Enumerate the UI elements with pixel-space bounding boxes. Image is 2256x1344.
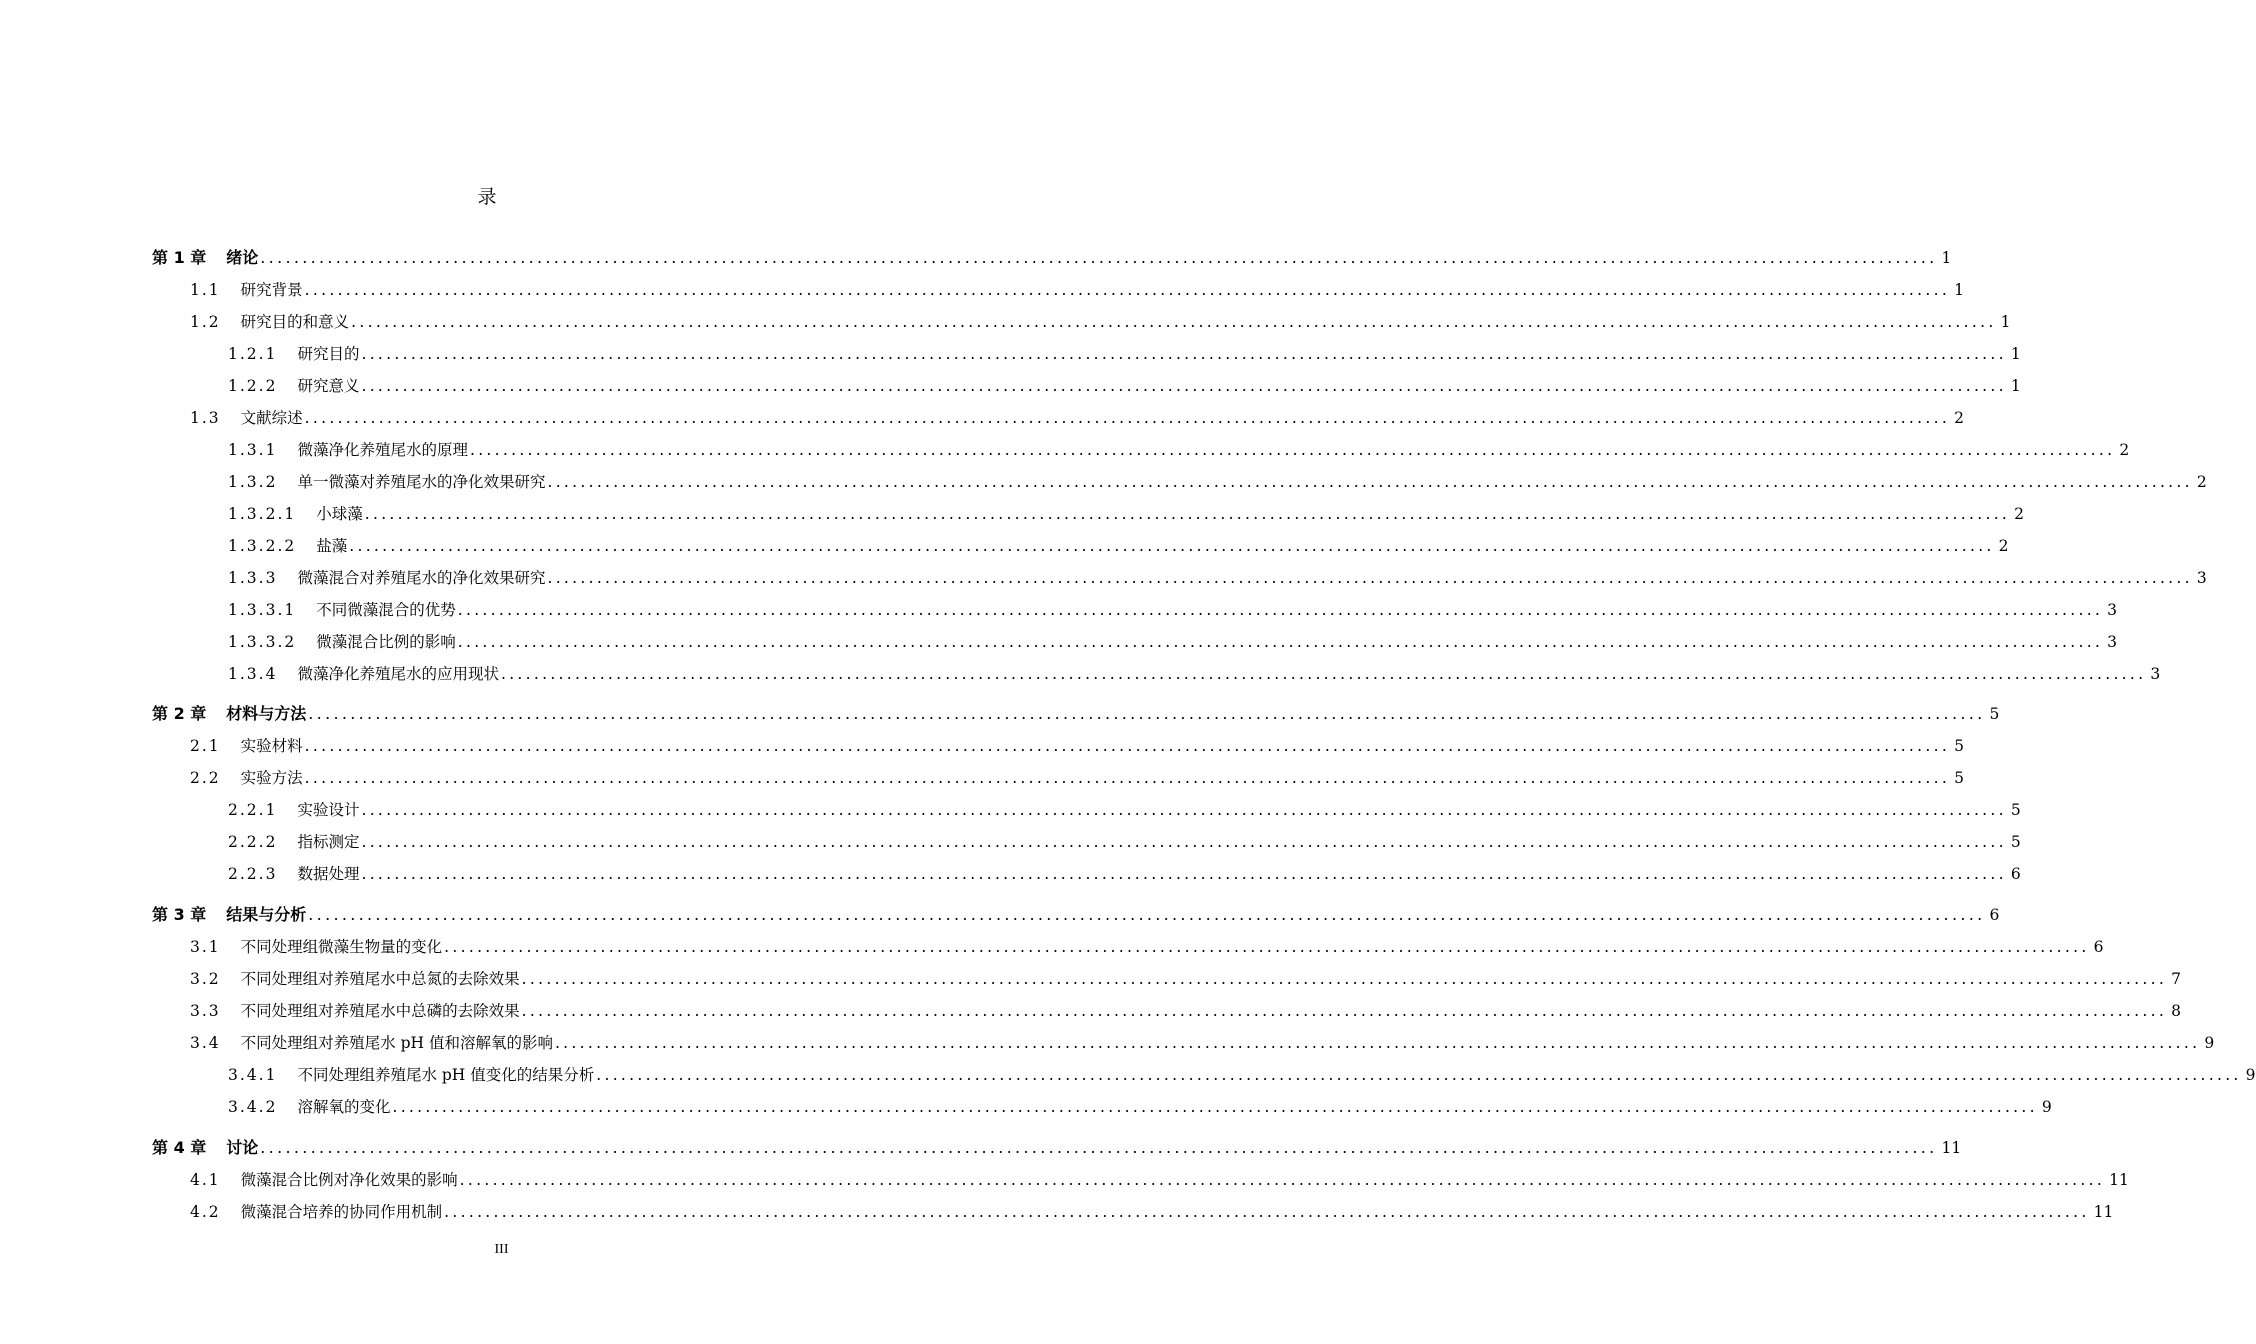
toc-entry[interactable] bbox=[190, 1164, 2129, 1196]
toc-entry-label: 单一微藻对养殖尾水的净化效果研究 bbox=[297, 473, 546, 491]
toc-entry-label: 绪论 bbox=[226, 248, 259, 267]
toc-entry-label: 讨论 bbox=[226, 1138, 259, 1157]
toc-entry-number: 2.1 bbox=[190, 737, 221, 755]
toc-entry-number: 3.4.2 bbox=[228, 1098, 278, 1116]
toc-dot-leader: ........................................................................................................................................................................................................ bbox=[304, 737, 1951, 755]
toc-entry-number: 3.4 bbox=[190, 1034, 221, 1052]
toc-chapter-entry[interactable] bbox=[152, 242, 1952, 274]
toc-entry-page: 5 bbox=[2010, 833, 2021, 851]
toc-dot-leader: ........................................................................................................................................................................................................ bbox=[361, 801, 2007, 819]
toc-entry-label: 数据处理 bbox=[297, 865, 360, 883]
toc-chapter-entry[interactable] bbox=[152, 1132, 1962, 1164]
toc-entry-number: 2.2.3 bbox=[228, 865, 278, 883]
toc-entry-page: 9 bbox=[2245, 1066, 2256, 1084]
toc-entry-page: 11 bbox=[1941, 1139, 1962, 1157]
toc-entry-number: 4.1 bbox=[190, 1171, 221, 1189]
toc-entry-label: 材料与方法 bbox=[226, 704, 307, 723]
toc-entry-page: 7 bbox=[2171, 970, 2181, 988]
toc-entry-number: 1.3.3.2 bbox=[228, 633, 297, 651]
toc-entry[interactable] bbox=[190, 306, 2011, 338]
toc-entry-label: 盐藻 bbox=[316, 537, 348, 555]
toc-entry-label: 小球藻 bbox=[316, 505, 363, 523]
toc-dot-leader: ........................................................................................................................................................................................................ bbox=[444, 1203, 2090, 1221]
toc-entry-page: 2 bbox=[2196, 473, 2207, 491]
toc-entry-page: 1 bbox=[1941, 249, 1952, 267]
toc-dot-leader: ........................................................................................................................................................................................................ bbox=[554, 1034, 2201, 1052]
toc-entry-number: 1.3.4 bbox=[228, 665, 278, 683]
page-title: 录 bbox=[477, 186, 498, 208]
toc-entry-label: 指标测定 bbox=[297, 833, 360, 851]
toc-entry[interactable] bbox=[190, 931, 2104, 963]
toc-entry-number: 1.3.3.1 bbox=[228, 601, 297, 619]
toc-entry-page: 9 bbox=[2204, 1034, 2215, 1052]
toc-entry-number: 3.3 bbox=[190, 1002, 221, 1020]
toc-entry-page: 3 bbox=[2196, 569, 2207, 587]
toc-entry-page: 8 bbox=[2171, 1002, 2181, 1020]
toc-entry-label: 不同处理组养殖尾水 pH 值变化的结果分析 bbox=[297, 1066, 595, 1084]
toc-entry-page: 1 bbox=[1954, 281, 1964, 299]
toc-dot-leader: ........................................................................................................................................................................................................ bbox=[444, 938, 2090, 956]
toc-entry[interactable] bbox=[228, 1059, 2256, 1091]
toc-chapter-entry[interactable] bbox=[152, 899, 2000, 931]
toc-entry-label: 微藻净化养殖尾水的应用现状 bbox=[297, 665, 499, 683]
toc-entry-number: 1.2.1 bbox=[228, 345, 278, 363]
toc-entry[interactable] bbox=[228, 858, 2021, 890]
toc-entry-number: 1.1 bbox=[190, 281, 221, 299]
toc-entry[interactable] bbox=[228, 498, 2025, 530]
toc-entry-page: 6 bbox=[2010, 865, 2021, 883]
toc-entry[interactable] bbox=[228, 658, 2161, 690]
toc-entry[interactable] bbox=[190, 995, 2181, 1027]
toc-entry-label: 微藻混合比例的影响 bbox=[316, 633, 456, 651]
toc-dot-leader: ........................................................................................................................................................................................................ bbox=[457, 633, 2104, 651]
toc-dot-leader: ........................................................................................................................................................................................................ bbox=[260, 1138, 1938, 1157]
toc-dot-leader: ........................................................................................................................................................................................................ bbox=[349, 537, 1995, 555]
toc-entry-page: 6 bbox=[1989, 906, 2000, 924]
toc-entry[interactable] bbox=[228, 826, 2021, 858]
toc-entry[interactable] bbox=[190, 402, 1964, 434]
toc-entry-number: 1.3 bbox=[190, 409, 221, 427]
toc-entry-label: 结果与分析 bbox=[226, 905, 307, 924]
toc-entry-number: 3.4.1 bbox=[228, 1066, 278, 1084]
toc-entry-page: 2 bbox=[1954, 409, 1964, 427]
toc-entry-label: 研究目的和意义 bbox=[240, 313, 350, 331]
toc-entry-label: 不同处理组对养殖尾水中总磷的去除效果 bbox=[240, 1002, 520, 1020]
toc-entry[interactable] bbox=[190, 762, 1964, 794]
toc-entry-page: 3 bbox=[2150, 665, 2161, 683]
toc-dot-leader: ........................................................................................................................................................................................................ bbox=[392, 1098, 2038, 1116]
toc-chapter-entry[interactable] bbox=[152, 698, 2000, 730]
toc-entry-page: 1 bbox=[2010, 345, 2021, 363]
toc-entry-number: 第 2 章 bbox=[152, 704, 207, 723]
toc-entry[interactable] bbox=[228, 434, 2130, 466]
toc-entry-page: 5 bbox=[2010, 801, 2021, 819]
toc-entry[interactable] bbox=[228, 370, 2021, 402]
toc-entry-label: 微藻混合对养殖尾水的净化效果研究 bbox=[297, 569, 546, 587]
toc-entry-number: 1.3.3 bbox=[228, 569, 278, 587]
toc-entry[interactable] bbox=[228, 594, 2118, 626]
toc-dot-leader: ........................................................................................................................................................................................................ bbox=[547, 473, 2193, 491]
toc-entry-label: 溶解氧的变化 bbox=[297, 1098, 391, 1116]
toc-entry-page: 6 bbox=[2093, 938, 2104, 956]
toc-dot-leader: ........................................................................................................................................................................................................ bbox=[304, 409, 1951, 427]
toc-dot-leader: ........................................................................................................................................................................................................ bbox=[457, 601, 2104, 619]
toc-entry-number: 2.2.1 bbox=[228, 801, 278, 819]
toc-entry[interactable] bbox=[190, 1027, 2215, 1059]
toc-entry-number: 1.3.2.1 bbox=[228, 505, 297, 523]
toc-entry-number: 1.2 bbox=[190, 313, 221, 331]
toc-dot-leader: ........................................................................................................................................................................................................ bbox=[361, 833, 2007, 851]
toc-entry-page: 9 bbox=[2041, 1098, 2052, 1116]
toc-entry-label: 微藻混合比例对净化效果的影响 bbox=[240, 1171, 458, 1189]
toc-dot-leader: ........................................................................................................................................................................................................ bbox=[521, 1002, 2168, 1020]
toc-entry-number: 3.2 bbox=[190, 970, 221, 988]
toc-entry-label: 不同处理组对养殖尾水中总氮的去除效果 bbox=[240, 970, 520, 988]
toc-dot-leader: ........................................................................................................................................................................................................ bbox=[547, 569, 2193, 587]
toc-entry-label: 不同处理组对养殖尾水 pH 值和溶解氧的影响 bbox=[240, 1034, 553, 1052]
toc-entry-label: 实验方法 bbox=[240, 769, 303, 787]
toc-dot-leader: ........................................................................................................................................................................................................ bbox=[469, 441, 2116, 459]
toc-entry-number: 2.2 bbox=[190, 769, 221, 787]
toc-entry-label: 研究目的 bbox=[297, 345, 360, 363]
toc-entry[interactable] bbox=[228, 562, 2207, 594]
toc-entry-page: 3 bbox=[2107, 633, 2118, 651]
toc-entry[interactable] bbox=[228, 794, 2021, 826]
toc-entry-label: 文献综述 bbox=[240, 409, 303, 427]
toc-entry-page: 5 bbox=[1954, 769, 1964, 787]
toc-entry[interactable] bbox=[228, 338, 2021, 370]
toc-dot-leader: ........................................................................................................................................................................................................ bbox=[521, 970, 2168, 988]
toc-entry[interactable] bbox=[228, 530, 2009, 562]
toc-dot-leader: ........................................................................................................................................................................................................ bbox=[304, 281, 1951, 299]
toc-entry-page: 2 bbox=[2119, 441, 2130, 459]
toc-entry[interactable] bbox=[228, 1091, 2052, 1123]
toc-entry-label: 微藻净化养殖尾水的原理 bbox=[297, 441, 468, 459]
toc-entry-number: 第 1 章 bbox=[152, 248, 207, 267]
toc-dot-leader: ........................................................................................................................................................................................................ bbox=[351, 313, 1997, 331]
toc-entry-label: 不同微藻混合的优势 bbox=[316, 601, 456, 619]
toc-entry-page: 2 bbox=[2014, 505, 2025, 523]
toc-dot-leader: ........................................................................................................................................................................................................ bbox=[304, 769, 1951, 787]
toc-dot-leader: ........................................................................................................................................................................................................ bbox=[361, 377, 2007, 395]
toc-entry[interactable] bbox=[190, 274, 1964, 306]
toc-entry-page: 1 bbox=[2000, 313, 2011, 331]
toc-entry-label: 不同处理组微藻生物量的变化 bbox=[240, 938, 443, 956]
toc-entry-page: 1 bbox=[2010, 377, 2021, 395]
toc-entry-page: 5 bbox=[1954, 737, 1964, 755]
toc-entry-label: 实验材料 bbox=[240, 737, 303, 755]
toc-entry-number: 4.2 bbox=[190, 1203, 221, 1221]
toc-entry-label: 实验设计 bbox=[297, 801, 360, 819]
toc-entry-label: 微藻混合培养的协同作用机制 bbox=[240, 1203, 443, 1221]
toc-entry-label: 研究背景 bbox=[240, 281, 303, 299]
toc-entry-page: 3 bbox=[2107, 601, 2118, 619]
toc-entry-number: 1.3.2.2 bbox=[228, 537, 297, 555]
toc-entry[interactable] bbox=[190, 963, 2181, 995]
toc-entry-page: 11 bbox=[2109, 1171, 2129, 1189]
toc-entry-number: 第 3 章 bbox=[152, 905, 207, 924]
toc-dot-leader: ........................................................................................................................................................................................................ bbox=[308, 905, 1986, 924]
toc-entry[interactable] bbox=[228, 626, 2118, 658]
toc-entry-page: 11 bbox=[2093, 1203, 2114, 1221]
toc-dot-leader: ........................................................................................................................................................................................................ bbox=[364, 505, 2011, 523]
toc-entry[interactable] bbox=[190, 730, 1964, 762]
toc-dot-leader: ........................................................................................................................................................................................................ bbox=[459, 1171, 2106, 1189]
page-number: III bbox=[494, 1242, 509, 1257]
toc-entry-number: 1.3.2 bbox=[228, 473, 278, 491]
toc-dot-leader: ........................................................................................................................................................................................................ bbox=[308, 704, 1986, 723]
toc-entry-label: 研究意义 bbox=[297, 377, 360, 395]
toc-entry-number: 1.3.1 bbox=[228, 441, 278, 459]
toc-entry-number: 1.2.2 bbox=[228, 377, 278, 395]
toc-dot-leader: ........................................................................................................................................................................................................ bbox=[500, 665, 2147, 683]
toc-dot-leader: ........................................................................................................................................................................................................ bbox=[361, 865, 2007, 883]
toc-dot-leader: ........................................................................................................................................................................................................ bbox=[260, 248, 1938, 267]
toc-entry-page: 2 bbox=[1998, 537, 2009, 555]
toc-dot-leader: ........................................................................................................................................................................................................ bbox=[361, 345, 2007, 363]
toc-entry-number: 3.1 bbox=[190, 938, 221, 956]
toc-entry[interactable] bbox=[228, 466, 2207, 498]
toc-entry-number: 第 4 章 bbox=[152, 1138, 207, 1157]
toc-entry-page: 5 bbox=[1989, 705, 2000, 723]
toc-entry-number: 2.2.2 bbox=[228, 833, 278, 851]
toc-dot-leader: ........................................................................................................................................................................................................ bbox=[596, 1066, 2242, 1084]
toc-entry[interactable] bbox=[190, 1196, 2114, 1228]
